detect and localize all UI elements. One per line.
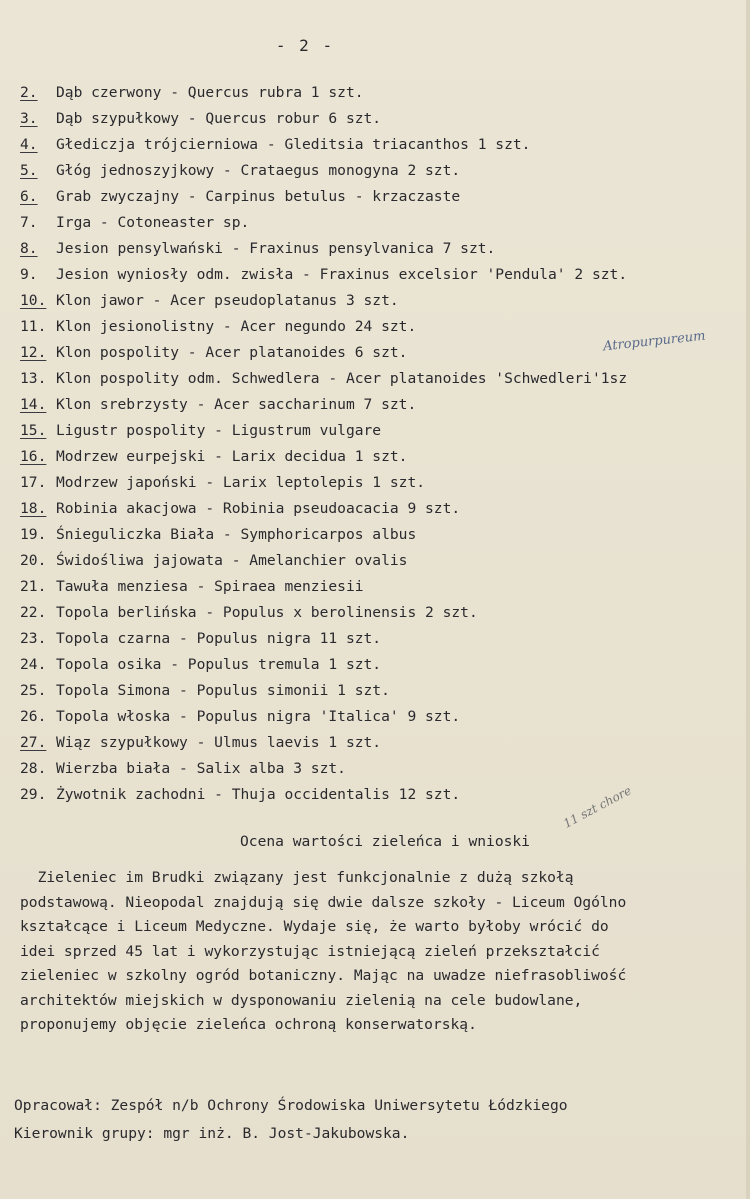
species-text: Topola berlińska - Populus x berolinensis 2 szt. xyxy=(56,604,478,621)
species-text: Topola włoska - Populus nigra 'Italica' 9 szt. xyxy=(56,708,461,725)
species-text: Wiąz szypułkowy - Ulmus laevis 1 szt. xyxy=(56,734,382,751)
species-row xyxy=(20,288,750,314)
species-text: Topola osika - Populus tremula 1 szt. xyxy=(56,656,382,673)
species-number: 8. xyxy=(20,240,38,257)
species-row xyxy=(20,626,750,652)
species-number: 10. xyxy=(20,292,47,309)
species-number: 29. xyxy=(20,786,47,803)
species-text: Dąb szypułkowy - Quercus robur 6 szt. xyxy=(56,110,382,127)
species-number: 28. xyxy=(20,760,47,777)
species-row xyxy=(20,210,750,236)
species-number: 19. xyxy=(20,526,47,543)
species-text: Grab zwyczajny - Carpinus betulus - krzaczaste xyxy=(56,188,461,205)
group-leader-line: Kierownik grupy: mgr inż. B. Jost-Jakubowska. xyxy=(14,1125,410,1142)
species-number: 20. xyxy=(20,552,47,569)
species-list xyxy=(20,80,750,808)
species-number: 23. xyxy=(20,630,47,647)
species-number: 9. xyxy=(20,266,38,283)
species-row xyxy=(20,106,750,132)
species-row xyxy=(20,470,750,496)
species-number: 16. xyxy=(20,448,47,465)
species-text: Ligustr pospolity - Ligustrum vulgare xyxy=(56,422,382,439)
species-row xyxy=(20,262,750,288)
species-text: Klon pospolity odm. Schwedlera - Acer platanoides 'Schwedleri'1sz xyxy=(56,370,628,387)
handwritten-note-2: 11 szt chore xyxy=(561,783,634,831)
paragraph-line: podstawową. Nieopodal znajdują się dwie dalsze szkoły - Liceum Ogólno xyxy=(20,893,627,911)
species-number: 15. xyxy=(20,422,47,439)
species-row xyxy=(20,522,750,548)
species-text: Śnieguliczka Biała - Symphoricarpos albus xyxy=(56,526,417,543)
species-number: 26. xyxy=(20,708,47,725)
species-row xyxy=(20,600,750,626)
species-row xyxy=(20,574,750,600)
species-text: Topola Simona - Populus simonii 1 szt. xyxy=(56,682,390,699)
species-text: Klon pospolity - Acer platanoides 6 szt. xyxy=(56,344,408,361)
species-row xyxy=(20,730,750,756)
species-row xyxy=(20,158,750,184)
species-number: 5. xyxy=(20,162,38,179)
species-row xyxy=(20,704,750,730)
species-text: Modrzew japoński - Larix leptolepis 1 szt. xyxy=(56,474,426,491)
species-row xyxy=(20,418,750,444)
species-number: 2. xyxy=(20,84,38,101)
species-text: Klon jesionolistny - Acer negundo 24 szt. xyxy=(56,318,417,335)
paragraph-line: kształcące i Liceum Medyczne. Wydaje się, że warto byłoby wrócić do xyxy=(20,918,609,935)
species-text: Głóg jednoszyjkowy - Crataegus monogyna 2 szt. xyxy=(56,162,461,179)
species-row xyxy=(20,236,750,262)
paragraph-line: architektów miejskich w dysponowaniu zielenią na cele budowlane, xyxy=(20,991,583,1009)
prepared-by-line: Opracował: Zespół n/b Ochrony Środowiska Uniwersytetu Łódzkiego xyxy=(14,1097,568,1114)
species-text: Świdośliwa jajowata - Amelanchier ovalis xyxy=(56,552,408,569)
species-number: 12. xyxy=(20,344,47,361)
species-number: 6. xyxy=(20,188,38,205)
species-row xyxy=(20,366,750,392)
species-number: 18. xyxy=(20,500,47,517)
conclusion-paragraph xyxy=(20,866,748,1038)
species-row xyxy=(20,444,750,470)
species-text: Głediczja trójcierniowa - Gleditsia triacanthos 1 szt. xyxy=(56,136,531,153)
handwritten-note-1: Atropurpureum xyxy=(602,328,707,355)
species-number: 11. xyxy=(20,318,47,335)
species-number: 3. xyxy=(20,110,38,127)
species-text: Dąb czerwony - Quercus rubra 1 szt. xyxy=(56,84,364,101)
species-row xyxy=(20,496,750,522)
species-row xyxy=(20,184,750,210)
species-text: Tawuła menziesa - Spiraea menziesii xyxy=(56,578,364,595)
species-number: 13. xyxy=(20,370,47,387)
species-number: 25. xyxy=(20,682,47,699)
species-number: 14. xyxy=(20,396,47,413)
species-text: Wierzba biała - Salix alba 3 szt. xyxy=(56,760,346,777)
species-text: Klon jawor - Acer pseudoplatanus 3 szt. xyxy=(56,292,399,309)
species-number: 21. xyxy=(20,578,47,595)
species-row xyxy=(20,392,750,418)
species-row xyxy=(20,132,750,158)
species-row xyxy=(20,782,750,808)
species-number: 27. xyxy=(20,734,47,751)
species-text: Jesion pensylwański - Fraxinus pensylvanica 7 szt. xyxy=(56,240,496,257)
species-row xyxy=(20,756,750,782)
species-text: Topola czarna - Populus nigra 11 szt. xyxy=(56,630,382,647)
paragraph-line: Zieleniec im Brudki związany jest funkcjonalnie z dużą szkołą xyxy=(20,869,574,886)
species-text: Irga - Cotoneaster sp. xyxy=(56,214,250,231)
species-text: Klon srebrzysty - Acer saccharinum 7 szt. xyxy=(56,396,417,413)
signature-block xyxy=(14,1092,744,1148)
section-heading: Ocena wartości zieleńca i wnioski xyxy=(240,833,530,850)
species-text: Robinia akacjowa - Robinia pseudoacacia 9 szt. xyxy=(56,500,461,517)
species-row xyxy=(20,652,750,678)
paragraph-line: proponujemy objęcie zieleńca ochroną konserwatorską. xyxy=(20,1016,477,1033)
species-row xyxy=(20,80,750,106)
species-number: 7. xyxy=(20,214,38,231)
paragraph-line: idei sprzed 45 lat i wykorzystując istniejącą zieleń przekształcić xyxy=(20,942,600,960)
page-number: - 2 - xyxy=(275,36,335,55)
paragraph-line: zieleniec w szkolny ogród botaniczny. Mając na uwadze niefrasobliwość xyxy=(20,967,627,984)
species-number: 24. xyxy=(20,656,47,673)
species-text: Żywotnik zachodni - Thuja occidentalis 12 szt. xyxy=(56,786,461,803)
species-text: Modrzew eurpejski - Larix decidua 1 szt. xyxy=(56,448,408,465)
species-text: Jesion wyniosły odm. zwisła - Fraxinus excelsior 'Pendula' 2 szt. xyxy=(56,266,628,283)
species-number: 22. xyxy=(20,604,47,621)
species-number: 17. xyxy=(20,474,47,491)
species-number: 4. xyxy=(20,136,38,153)
species-row xyxy=(20,548,750,574)
species-row xyxy=(20,678,750,704)
